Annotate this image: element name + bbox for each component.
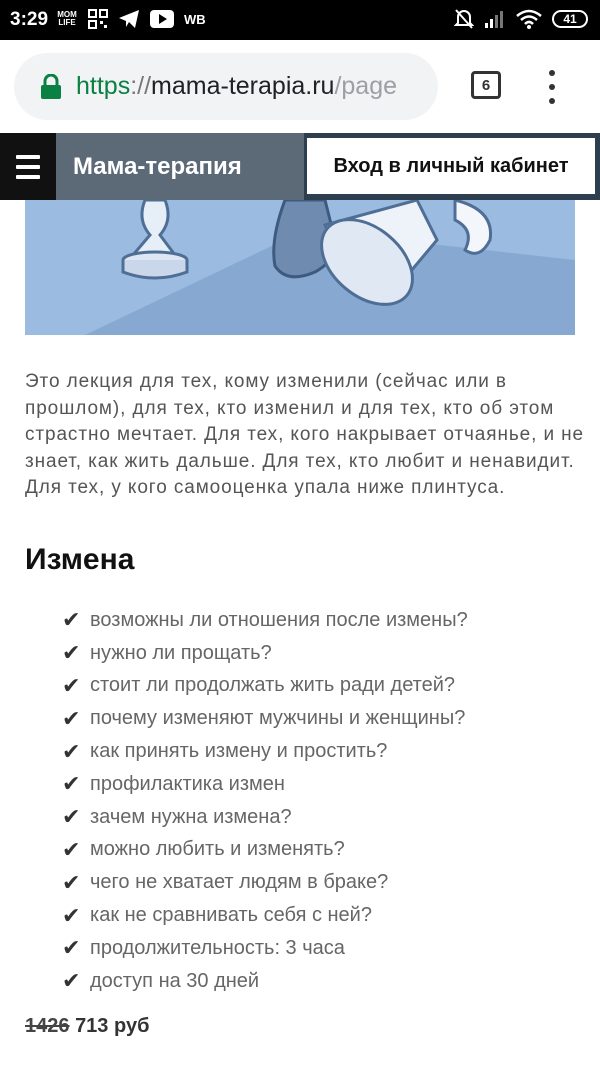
check-icon: ✔ — [62, 836, 81, 862]
list-item — [62, 604, 468, 637]
check-icon: ✔ — [62, 607, 81, 633]
status-right-icons — [454, 8, 588, 30]
list-item — [62, 735, 468, 768]
youtube-icon — [150, 10, 174, 28]
status-bar — [0, 0, 600, 40]
check-icon: ✔ — [62, 640, 81, 666]
list-item — [62, 768, 468, 801]
url-path: /page — [334, 72, 398, 100]
url-scheme: https — [76, 72, 131, 100]
battery-icon: 41 — [552, 10, 588, 28]
url-host: mama-terapia.ru — [151, 72, 335, 100]
list-item-text: профилактика измен — [90, 772, 285, 795]
old-price: 1426 — [25, 1015, 70, 1037]
tab-switcher-button[interactable]: 6 — [471, 71, 501, 99]
url-text[interactable] — [76, 72, 416, 101]
list-item-text: стоит ли продолжать жить ради детей? — [90, 674, 456, 697]
check-icon: ✔ — [62, 672, 81, 698]
list-item — [62, 637, 468, 670]
list-item — [62, 899, 468, 932]
list-item — [62, 866, 468, 899]
list-item-text: доступ на 30 дней — [90, 969, 260, 992]
list-item — [62, 834, 468, 867]
site-header — [0, 133, 600, 200]
check-icon: ✔ — [62, 738, 81, 764]
list-item-text: продолжительность: 3 часа — [90, 936, 345, 959]
check-icon: ✔ — [62, 771, 81, 797]
check-icon: ✔ — [62, 705, 81, 731]
list-item — [62, 932, 468, 965]
list-item — [62, 670, 468, 703]
wifi-icon — [516, 9, 542, 29]
address-bar[interactable] — [14, 53, 438, 120]
lock-icon — [40, 74, 62, 100]
check-icon: ✔ — [62, 935, 81, 961]
qr-icon — [88, 9, 108, 29]
list-item-text: нужно ли прощать? — [90, 641, 272, 664]
list-item-text: как принять измену и простить? — [90, 740, 388, 763]
mom-life-icon: MOM LIFE — [57, 10, 77, 27]
site-brand[interactable]: Мама-терапия — [56, 133, 304, 200]
new-price: 713 руб — [75, 1015, 150, 1037]
list-item-text: чего не хватает людям в браке? — [90, 871, 389, 894]
login-button[interactable]: Вход в личный кабинет — [305, 136, 597, 196]
status-time: 3:29 — [10, 9, 49, 30]
topics-list — [62, 604, 468, 998]
list-item — [62, 801, 468, 834]
hamburger-menu-icon[interactable] — [0, 133, 56, 200]
signal-icon — [484, 9, 506, 29]
telegram-icon — [118, 9, 140, 29]
mute-icon — [454, 8, 474, 30]
url-separator: :// — [130, 72, 152, 100]
list-item-text: как не сравнивать себя с ней? — [90, 904, 372, 927]
check-icon: ✔ — [62, 902, 81, 928]
check-icon: ✔ — [62, 804, 81, 830]
list-item-text: возможны ли отношения после измены? — [90, 608, 468, 631]
check-icon: ✔ — [62, 968, 81, 994]
check-icon: ✔ — [62, 869, 81, 895]
list-item-text: почему изменяют мужчины и женщины? — [90, 707, 466, 730]
chess-illustration — [25, 200, 575, 335]
status-carrier: WB — [184, 11, 206, 27]
list-item — [62, 702, 468, 735]
status-left-icons — [56, 9, 206, 29]
price — [25, 1015, 149, 1038]
list-item-text: можно любить и изменять? — [90, 838, 345, 861]
intro-paragraph: Это лекция для тех, кому изменили (сейчас или в прошлом), для тех, кто изменил и для тех, кто об этом страстно мечтает. Для тех, кого накрывает отчаянье, и не знает, как жить дальше. Для тех, кто любит и ненавидит. Для тех, у кого самооценка упала ниже плинтуса. — [25, 371, 585, 498]
section-title: Измена — [25, 543, 135, 576]
list-item-text: зачем нужна измена? — [90, 805, 292, 828]
list-item — [62, 965, 468, 998]
menu-more-icon[interactable] — [540, 70, 564, 104]
browser-toolbar — [0, 40, 600, 133]
